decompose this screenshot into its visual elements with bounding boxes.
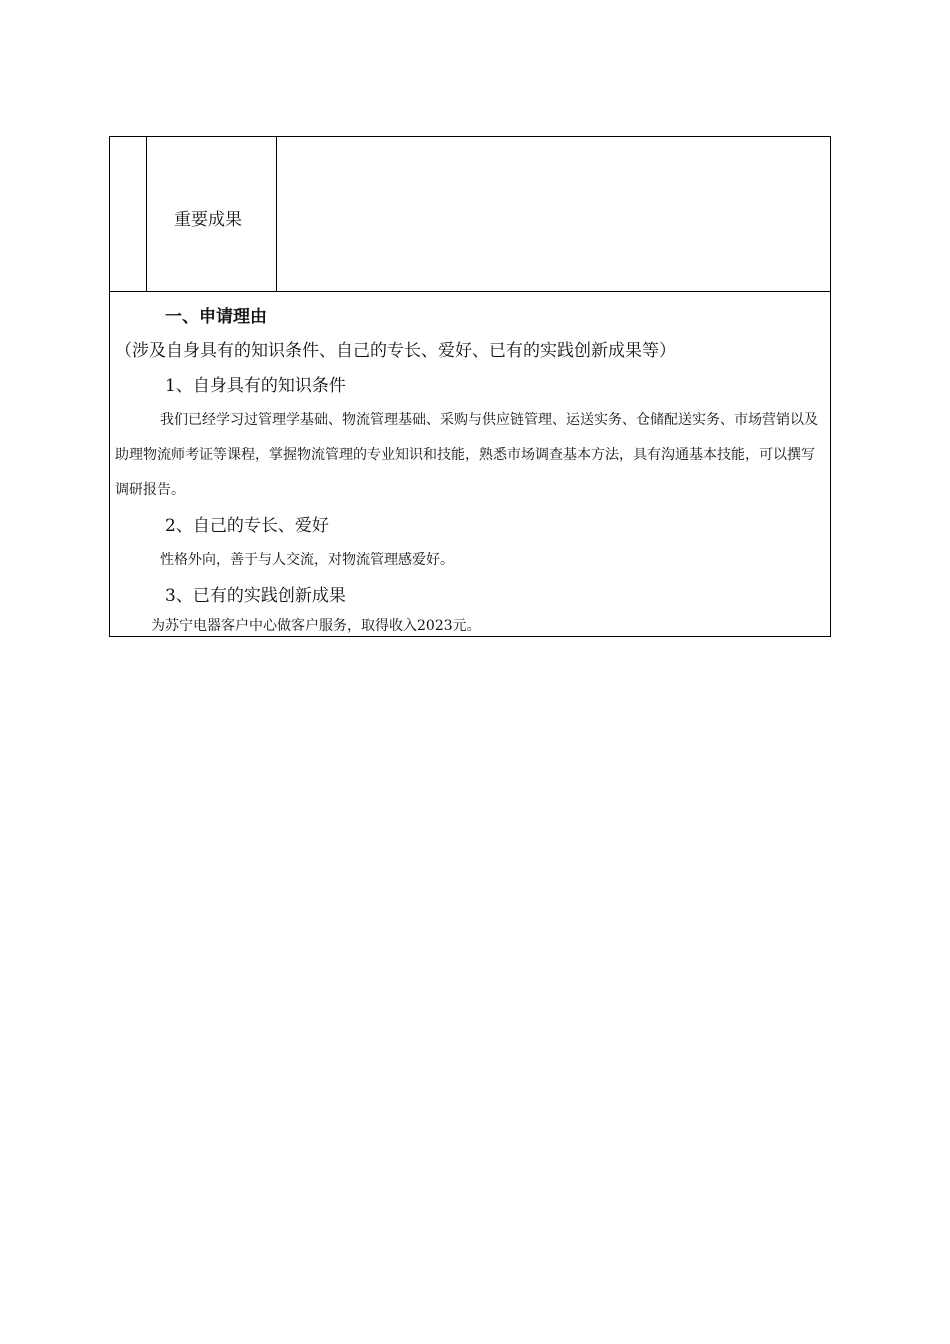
row-header-cell [110,137,147,291]
achievements-label: 重要成果 [147,137,277,291]
section-title-achievements: 3、已有的实践创新成果 [165,586,346,606]
section-title-hobbies: 2、自己的专长、爱好 [165,516,329,536]
section-title-knowledge: 1、自身具有的知识条件 [165,376,346,396]
achievements-row [110,137,830,292]
section-text-knowledge: 我们已经学习过管理学基础、物流管理基础、采购与供应链管理、运送实务、仓储配送实务、市场营销以及助理物流师考证等课程，掌握物流管理的专业知识和技能，熟悉市场调查基本方法，具有沟通基本技能，可以撰写调研报告。 [115,412,818,498]
section-text-achievements: 为苏宁电器客户中心做客户服务，取得收入2023元。 [151,618,481,634]
reason-heading [115,300,820,368]
reason-heading-note: （涉及自身具有的知识条件、自己的专长、爱好、已有的实践创新成果等） [115,341,676,361]
application-reason-section [110,292,830,636]
achievements-content-cell [277,137,830,291]
application-form-table [109,136,831,637]
section-text-hobbies: 性格外向，善于与人交流，对物流管理感爱好。 [160,552,454,568]
reason-heading-title: 一、申请理由 [165,307,267,327]
